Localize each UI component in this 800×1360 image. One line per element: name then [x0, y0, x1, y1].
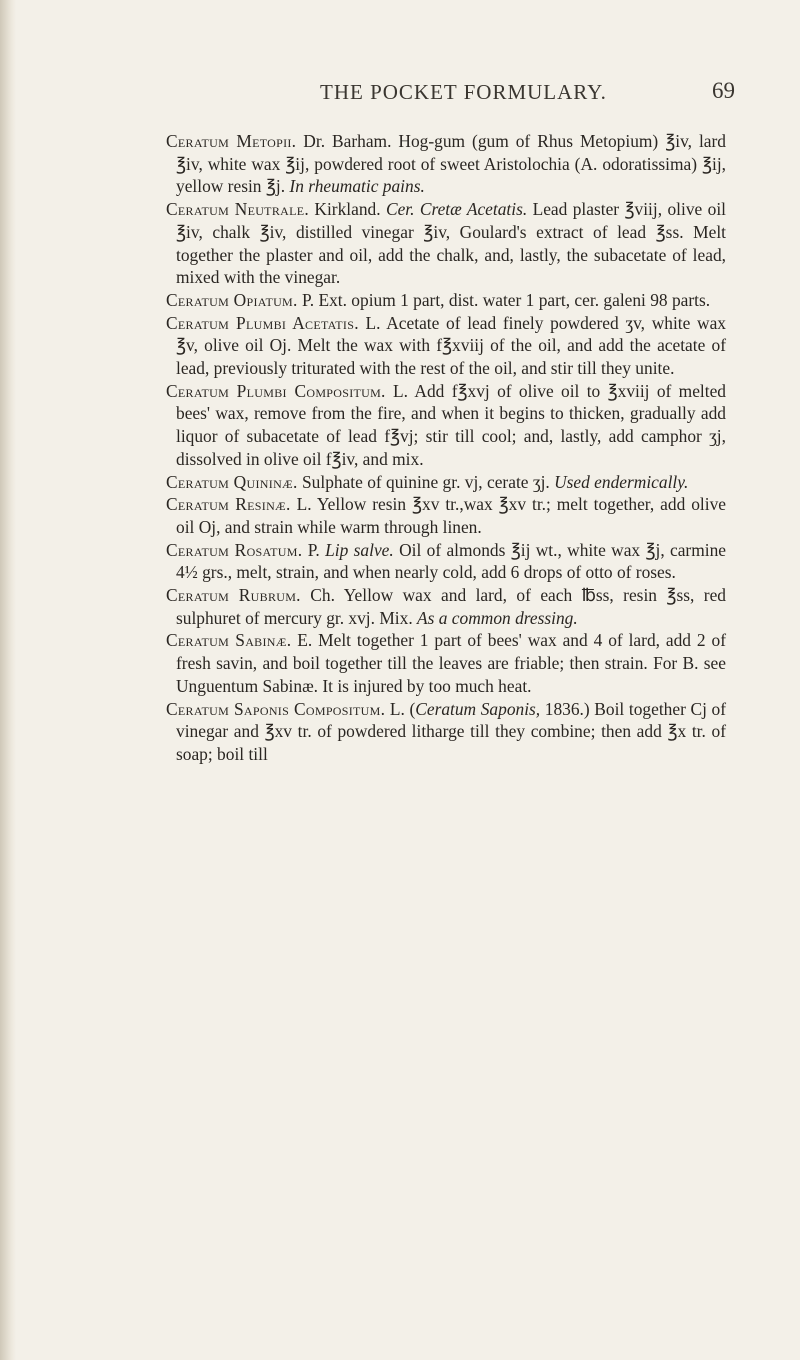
entry-heading: Ceratum Sabinæ. — [166, 630, 292, 651]
entry-text-continued: Lead plaster ℥viij, olive oil ℥iv, chalk ℥iv, distilled vinegar ℥iv, Goulard's extract of lead ℥ss. Melt together the plaster and oil, add the chalk, and, lastly, the subacetate of lead, mixed with the vinegar. — [176, 199, 726, 288]
page-gutter-shadow — [0, 0, 16, 1360]
entry-heading: Ceratum Plumbi Compositum. — [166, 380, 386, 401]
entry-heading: Ceratum Quininæ. — [166, 471, 298, 492]
entry-text-continued: Oil of almonds ℥ij wt., white wax ℥j, carmine 4½ grs., melt, strain, and when nearly cold, add 6 drops of otto of roses. — [176, 539, 726, 583]
entry-ceratum-plumbi-compositum — [166, 380, 726, 471]
entry-ceratum-plumbi-acetatis — [166, 312, 726, 380]
entry-usage: Used endermically. — [554, 471, 689, 492]
entry-ceratum-rosatum — [166, 539, 726, 584]
entry-synonym: Ceratum Saponis, — [415, 698, 541, 719]
formulary-entries — [166, 130, 726, 766]
entry-text: P. — [302, 539, 326, 560]
entry-text: L. Add f℥xvj of olive oil to ℥xviij of melted bees' wax, remove from the fire, and when it begins to thicken, gradually add liquor of subacetate of lead f℥vj; stir till cool; and, lastly, add camphor ʒj, dissolved in olive oil f℥iv, and mix. — [176, 380, 726, 469]
entry-usage: In rheumatic pains. — [289, 176, 425, 197]
entry-synonym: Cer. Cretæ Acetatis. — [385, 199, 528, 220]
entry-text: L. ( — [385, 698, 416, 719]
entry-text: P. Ext. opium 1 part, dist. water 1 part, cer. galeni 98 parts. — [297, 289, 711, 310]
entry-ceratum-neutrale — [166, 198, 726, 289]
entry-heading: Ceratum Resinæ. — [166, 494, 291, 515]
page-number: 69 — [712, 78, 735, 103]
entry-heading: Ceratum Neutrale. — [166, 199, 309, 220]
entry-heading: Ceratum Opiatum. — [166, 289, 298, 310]
running-head: THE POCKET FORMULARY. — [320, 80, 607, 104]
entry-ceratum-sabinae — [166, 629, 726, 697]
entry-ceratum-resinae — [166, 493, 726, 538]
entry-text: Dr. Barham. Hog-gum (gum of Rhus Metopium) ℥iv, lard ℥iv, white wax ℥ij, powdered root of sweet Aristolochia (A. odoratissima) ℥ij, yellow resin ℥j. — [176, 131, 727, 197]
entry-synonym: Lip salve. — [325, 539, 394, 560]
entry-ceratum-quininae — [166, 471, 726, 494]
entry-usage: As a common dressing. — [417, 607, 578, 628]
entry-text: Kirkland. — [309, 199, 386, 220]
entry-text: Ch. Yellow wax and lard, of each ℔ss, resin ℥ss, red sulphuret of mercury gr. xvj. Mix. — [176, 585, 726, 628]
entry-text: E. Melt together 1 part of bees' wax and 4 of lard, add 2 of fresh savin, and boil together till the leaves are friable; then strain. For B. see Unguentum Sabinæ. It is injured by too much heat. — [176, 630, 726, 696]
entry-text: Sulphate of quinine gr. vj, cerate ʒj. — [297, 471, 555, 492]
entry-ceratum-saponis-compositum — [166, 698, 726, 766]
entry-ceratum-metopii — [166, 130, 726, 198]
entry-heading: Ceratum Rosatum. — [166, 539, 303, 560]
entry-heading: Ceratum Plumbi Acetatis. — [166, 312, 359, 333]
entry-text: L. Acetate of lead finely powdered ʒv, white wax ℥v, olive oil Oj. Melt the wax with f℥xviij of the oil, and add the acetate of lead, previously triturated with the rest of the oil, and stir till they unite. — [176, 312, 726, 379]
entry-text-continued: 1836.) Boil together Cj of vinegar and ℥xv tr. of powdered litharge till they combine; then add ℥x tr. of soap; boil till — [176, 698, 727, 764]
entry-text: L. Yellow resin ℥xv tr.,wax ℥xv tr.; melt together, add olive oil Oj, and strain while warm through linen. — [176, 494, 726, 537]
entry-ceratum-opiatum — [166, 289, 726, 312]
entry-heading: Ceratum Saponis Compositum. — [166, 698, 386, 719]
entry-ceratum-rubrum — [166, 584, 726, 629]
entry-heading: Ceratum Metopii. — [166, 131, 297, 151]
entry-heading: Ceratum Rubrum. — [166, 585, 301, 606]
